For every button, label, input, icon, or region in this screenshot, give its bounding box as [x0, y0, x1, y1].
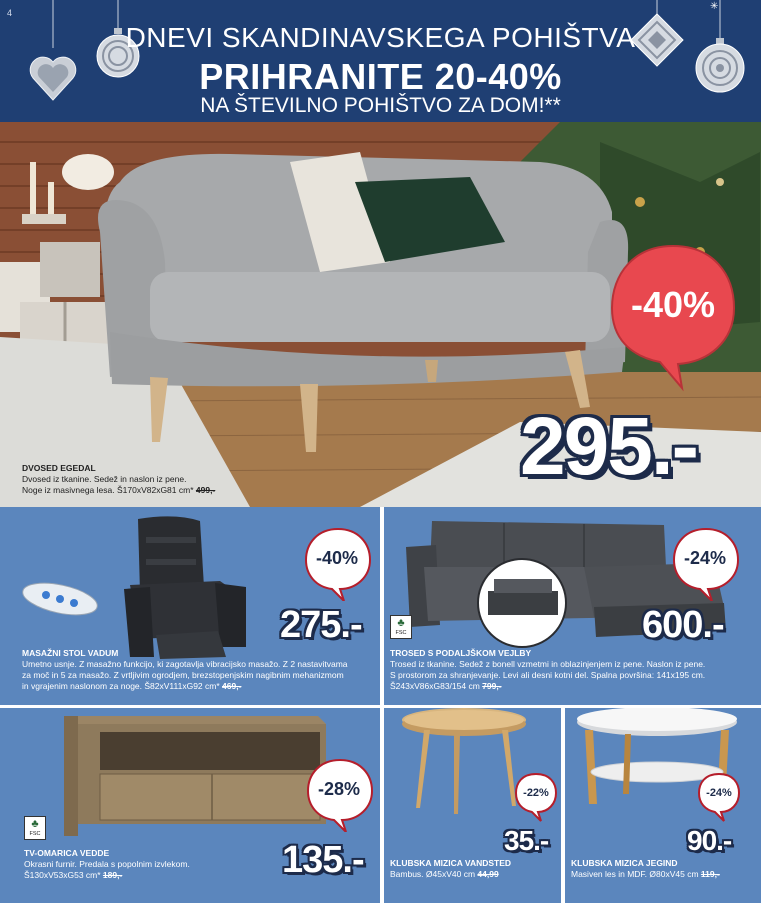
- product-price: 35.-: [504, 825, 549, 856]
- header-title: DNEVI SKANDINAVSKEGA POHIŠTVA: [125, 22, 636, 53]
- product-description: Dvosed iz tkanine. Sedež in naslon iz pene.: [22, 474, 187, 484]
- product-panel-vadum: [0, 507, 380, 705]
- header-headline: PRIHRANITE 20-40%: [199, 56, 562, 97]
- product-panel-vedde: [0, 708, 380, 903]
- product-info: [390, 858, 560, 880]
- old-price: 119,-: [700, 869, 720, 879]
- old-price: 189,-: [102, 870, 123, 880]
- fsc-logo-icon: ♣ FSC: [24, 816, 46, 840]
- old-price: 499,-: [195, 485, 216, 495]
- discount-label: -28%: [317, 779, 361, 799]
- product-name: TROSED S PODALJŠKOM VEJLBY: [390, 648, 532, 658]
- product-description: Trosed iz tkanine. Sedež z bonell vzmetmi in oblazinjenjem iz pene. Naslon iz pene.: [390, 659, 706, 669]
- discount-label: -24%: [683, 548, 727, 568]
- product-info: [22, 648, 377, 692]
- product-description: Bambus. Ø45xV40 cm: [390, 869, 476, 879]
- product-name: TV-OMARICA VEDDE: [24, 848, 110, 858]
- product-description: Umetno usnje. Z masažno funkcijo, ki zagotavlja vibracijsko masažo. Z 2 nastavitvama: [22, 659, 348, 669]
- product-price: 275.-: [280, 604, 362, 646]
- product-description: Okrasni furnir. Predala s popolnim izvlekom.: [24, 859, 190, 869]
- product-description: Š243xV86xG83/154 cm: [390, 681, 480, 691]
- product-name: KLUBSKA MIZICA VANDSTED: [390, 858, 512, 868]
- product-description: in vgrajenim naslonom za noge. Š82xV111xG92 cm*: [22, 681, 220, 691]
- header-banner: [0, 0, 761, 122]
- product-info: [390, 648, 758, 692]
- discount-label: -22%: [523, 787, 549, 799]
- page-number: 4: [7, 8, 13, 18]
- product-info: [24, 848, 274, 881]
- hero-product-info: [22, 463, 215, 496]
- product-price: 600.-: [642, 604, 724, 646]
- product-description: Noge iz masivnega lesa. Š170xV82xG81 cm*: [22, 485, 194, 495]
- product-info: [571, 858, 759, 880]
- product-price: 90.-: [687, 825, 732, 856]
- product-name: MASAŽNI STOL VADUM: [22, 648, 119, 658]
- discount-label-wrap: [608, 284, 738, 324]
- product-price: 135.-: [282, 839, 364, 881]
- product-panel-vejlby: [384, 507, 761, 705]
- product-panel-vandsted: [384, 708, 561, 903]
- fsc-logo-icon: ♣ FSC: [390, 615, 412, 639]
- discount-label: -24%: [706, 787, 732, 799]
- product-description: Masiven les in MDF. Ø80xV45 cm: [571, 869, 699, 879]
- product-name: DVOSED EGEDAL: [22, 463, 96, 473]
- hero-section: [0, 122, 761, 507]
- svg-text:✳: ✳: [710, 1, 719, 12]
- old-price: 44,99: [477, 869, 499, 879]
- product-description: S prostorom za shranjevanje. Levi ali desni kotni del. Spalna površina: 141x195 cm.: [390, 670, 706, 680]
- product-description: Š130xV53xG53 cm*: [24, 870, 101, 880]
- discount-label: -40%: [315, 548, 359, 568]
- discount-label: -40%: [630, 284, 716, 325]
- product-name: KLUBSKA MIZICA JEGIND: [571, 858, 678, 868]
- header-subtitle: NA ŠTEVILNO POHIŠTVO ZA DOM!**: [200, 94, 561, 117]
- product-description: za moč in 5 za masažo. Z vrtljivim ogrodjem, brezstopenjskim nagibnim mehanizmom: [22, 670, 344, 680]
- old-price: 469,-: [222, 681, 242, 691]
- old-price: 799,-: [482, 681, 502, 691]
- hero-price: 295.-: [520, 401, 697, 492]
- product-panel-jegind: [565, 708, 761, 903]
